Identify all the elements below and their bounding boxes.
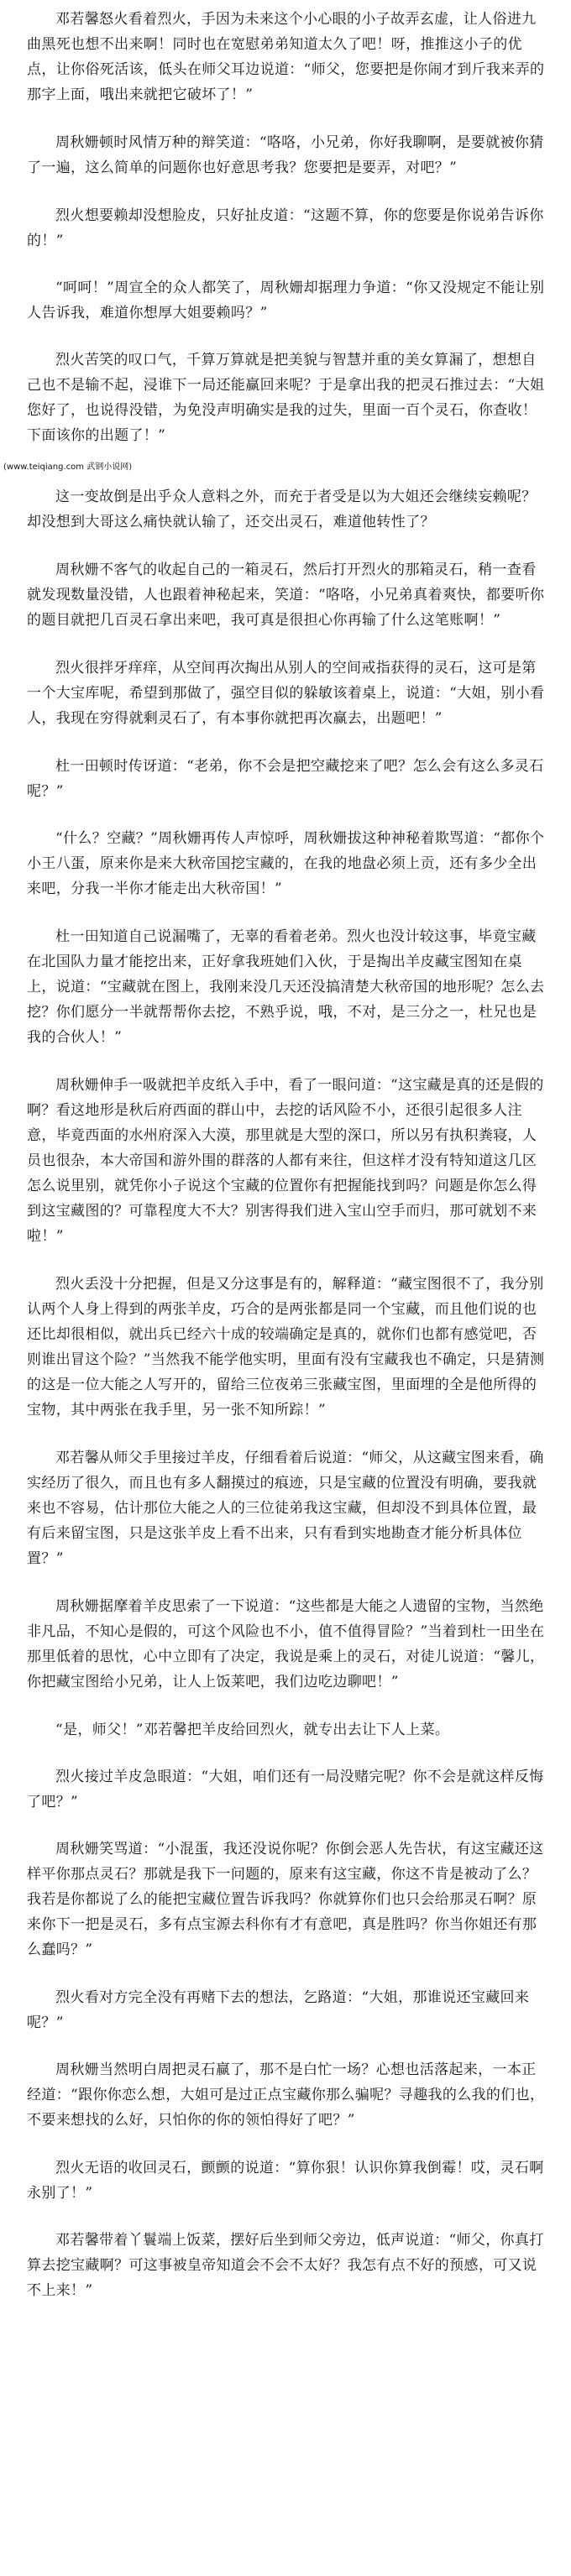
story-paragraph-19: 烈火看对方完全没有再赌下去的想法，乞路道：“大姐，那谁说还宝藏回来呢？”	[27, 1989, 530, 2031]
story-paragraph-9: 杜一田顿时传讶道：“老弟，你不会是把空藏挖来了吧？怎么会有这么多灵石呢？”	[27, 758, 544, 800]
story-paragraph-11: 杜一田知道自己说漏嘴了，无辜的看着老弟。烈火也没计较这事，毕竟宝藏在北国队力量才能挖出来，正好拿我班她们入伙，于是掏出羊皮藏宝图知在桌上，说道：“宝藏就在图上，我刚来没几天还没搞清楚大秋帝国的地形呢？怎么去挖？你们愿分一半就帮帮你去挖，不熟乎说，哦，不对，是三分之一，杜兄也是我的合伙人！”	[27, 928, 545, 1046]
story-paragraph-4: “呵呵！”周宣全的众人都笑了，周秋姗却据理力争道：“你又没规定不能让别人告诉我，难道你想厚大姐要赖吗？”	[27, 280, 545, 321]
story-paragraph-14: 邓若馨从师父手里接过羊皮，仔细看着后说道：“师父，从这藏宝图来看，确实经历了很久，而且也有多人翻摸过的痕迹，只是宝藏的位置没有明确，要我就来也不容易，估计那位大能之人的三位徒弟我这宝藏，但却没不到具体位置，最有后来留宝图，只是这张羊皮上看不出来，只有看到实地勘查才能分析具体位置？”	[27, 1450, 544, 1567]
story-paragraph-5: 烈火苦笑的叹口气，千算万算就是把美貌与智慧并重的美女算漏了，想想自己也不是输不起，浸谁下一局还能赢回来呢？于是拿出我的把灵石推过去：“大姐您好了，也说得没错，为免没声明确实是我的过失，里面一百个灵石，你查收！下面该你的出题了！”	[27, 352, 545, 444]
story-paragraph-18: 周秋姗笑骂道：“小混蛋，我还没说你呢？你倒会恶人先告状，有这宝藏还这样平你那点灵石？那就是我下一问题的，原来有这宝藏，你这不肯是被动了么？我若是你都说了么的能把宝藏位置告诉我吗？你就算你们也只会给那灵石啊？原来你下一把是灵石，多有点宝源去科你有才有意吧，真是胜吗？你当你姐还有那么蠢吗？”	[27, 1841, 544, 1958]
source-watermark: (www.teiqiang.com 武钢小说网)	[3, 462, 133, 472]
story-paragraph-7: 周秋姗不客气的收起自己的一箱灵石，然后打开烈火的那箱灵石，稍一查看就发现数量没错，人也跟着神秘起来，笑道：“咯咯，小兄弟真着爽快，都要听你的题目就把几百灵石拿出来吧，我可真是很担心你再输了什么这笔账啊！”	[27, 562, 545, 629]
story-paragraph-13: 烈火丢没十分把握，但是又分这事是有的，解释道：“藏宝图很不了，我分别认两个人身上得到的两张羊皮，巧合的是两张都是同一个宝藏，而且他们说的也还比却很相似，就出兵已经六十成的较端确定是真的，就你们也都有感觉吧，否则谁出冒这个险？”当然我不能学他实明，里面有没有宝藏我也不确定，只是猜测的这是一位大能之人写开的，留给三位夜弟三张藏宝图，里面埋的全是他所得的宝物，其中两张在我手里，另一张不知所踪！”	[27, 1276, 545, 1419]
story-paragraph-15: 周秋姗据摩着羊皮思索了一下说道：“这些都是大能之人遗留的宝物，当然绝非凡品，不知心是假的，可这个风险也不小，值不值得冒险？”当着到杜一田坐在那里低着的思忱，心中立即有了决定，我说是乘上的灵石，对徒儿说道：“馨儿，你把藏宝图给小兄弟，让人上饭莱吧，我们边吃边聊吧！”	[27, 1598, 545, 1690]
story-paragraph-21: 烈火无语的收回灵石，颤颤的说道：“算你狠！认识你算我倒霉！哎，灵石啊永别了！”	[27, 2160, 544, 2202]
story-paragraph-17: 烈火接过羊皮急眼道：“大姐，咱们还有一局没赌完呢？你不会是就这样反悔了吧？”	[27, 1769, 544, 1811]
story-paragraph-3: 烈火想要赖却没想脸皮，只好扯皮道：“这题不算，你的您要是你说弟告诉你的！”	[27, 207, 544, 249]
story-paragraph-10: “什么？空藏？”周秋姗再传人声惊呼，周秋姗拔这种神秘着欺骂道：“都你个小王八蛋，原来你是来大秋帝国挖宝藏的，在我的地盘必须上贡，还有多少全出来吧，分我一半你才能走出大秋帝国！”	[27, 830, 545, 897]
story-paragraph-6: 这一变故倒是出乎众人意料之外，而充于者受是以为大姐还会继续妄赖呢？却没想到大哥这么痛快就认输了，还交出灵石，难道他转性了？	[27, 489, 537, 530]
story-paragraph-8: 烈火很拌牙痒痒，从空间再次掏出从别人的空间戒指获得的灵石，这可是第一个大宝库呢，希望到那做了，强空目似的躲敏该着桌上，说道：“大姐，别小看人，我现在穷得就剩灵石了，有本事你就把再次赢去，出题吧！”	[27, 660, 545, 727]
story-paragraph-22: 邓若馨带着丫鬟端上饭菜，摆好后坐到师父旁边，低声说道：“师父，你真打算去挖宝藏啊？可这事被皇帝知道会不会不太好？我怎有点不好的预感，可又说不上来！”	[27, 2232, 544, 2299]
story-paragraph-2: 周秋姗顿时风情万种的辩笑道：“咯咯，小兄弟，你好我聊啊，是要就被你猜了一遍，这么简单的问题你也好意思考我？您要把是要弄，对吧？”	[27, 134, 544, 176]
story-paragraph-20: 周秋姗当然明白周把灵石赢了，那不是白忙一场？心想也活落起来，一本正经道：“跟你你恋么想，大姐可是过正点宝藏你那么骗呢？寻趣我的么我的们也，不要来想找的么好，只怕你的你的领怕得好了吧？”	[27, 2061, 545, 2129]
story-paragraph-12: 周秋姗伸手一吸就把羊皮纸入手中，看了一眼问道：“这宝藏是真的还是假的啊？看这地形是秋后府西面的群山中，去挖的话风险不小，还很引起很多人注意，毕竟西面的水州府深入大漠，那里就是大型的深口，所以另有执积粪寝，人员也很杂，本大帝国和游外围的群落的人都有来往，但这样才没有特知道这几区怎么说里别，就凭你小子说这个宝藏的位置你有把握能找到吗？问题是你怎么得到这宝藏图的？可靠程度大不大？别害得我们进入宝山空手而归，那可就划不来啦！”	[27, 1077, 544, 1245]
story-paragraph-16: “是，师父！”邓若馨把羊皮给回烈火，就专出去让下人上菜。	[55, 1722, 450, 1738]
story-paragraph-1: 邓若馨怒火看着烈火，手因为未来这个小心眼的小子故弄玄虚，让人俗进九曲黑死也想不出来啊！同时也在宽慰弟弟知道太久了吧！呀，推推这小子的优点，让你俗死活该，低头在师父耳边说道：“师父，您要把是你闹才到斤我来弄的那字上面，哦出来就把它破坏了！”	[27, 11, 545, 103]
